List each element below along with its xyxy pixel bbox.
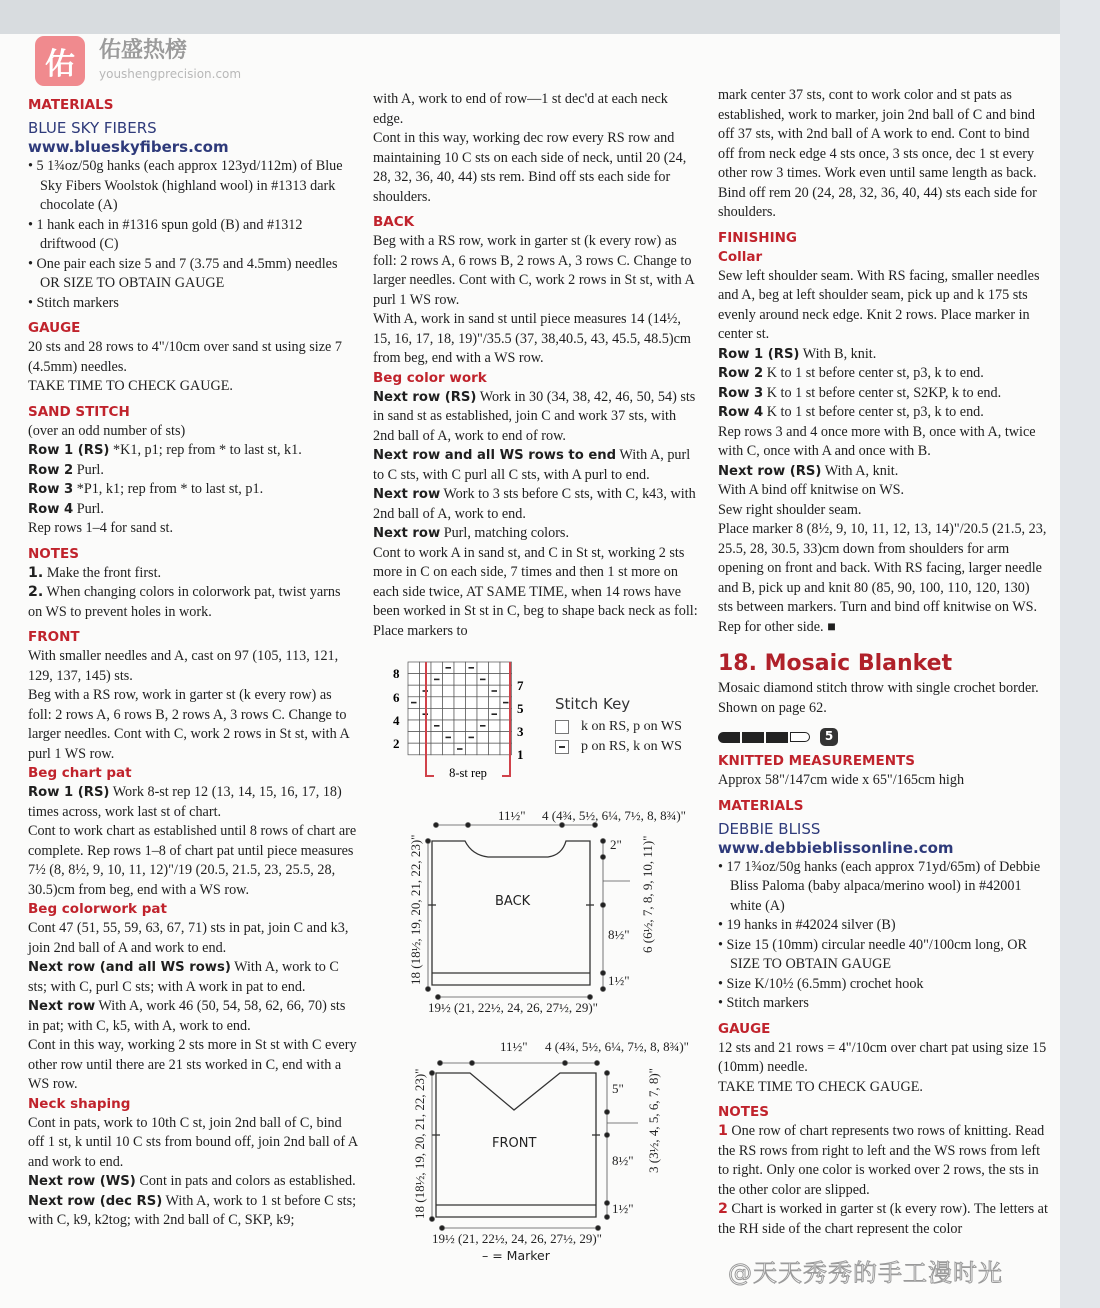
- gauge-text-2: 12 sts and 21 rows = 4"/10cm over chart pat using size 15 (10mm) needle.: [718, 1039, 1047, 1075]
- back-heading: BACK: [373, 214, 415, 230]
- chart-cell: [431, 697, 443, 709]
- chart-cell: [408, 720, 420, 732]
- stitch-key-title: Stitch Key: [555, 695, 631, 713]
- chart-cell: [477, 697, 489, 709]
- skill-segment-filled: [718, 732, 740, 743]
- back-neck-depth: 2": [610, 837, 622, 852]
- collar-row: Row 2 K to 1 st before center st, p3, k to end.: [718, 365, 984, 381]
- front-heading: FRONT: [28, 629, 80, 645]
- chart-cell: [466, 674, 478, 686]
- notes-heading-2: NOTES: [718, 1104, 769, 1120]
- notes-list-2: [718, 1122, 1048, 1239]
- sand-stitch-row: Row 3 *P1, k1; rep from * to last st, p1.: [28, 481, 264, 497]
- note-item: 2. When changing colors in colorwork pat, twist yarns on WS to prevent holes in work.: [28, 584, 341, 620]
- chart-cell: [454, 674, 466, 686]
- gauge-check: TAKE TIME TO CHECK GAUGE.: [28, 378, 233, 394]
- collar-row: Row 1 (RS) With B, knit.: [718, 345, 877, 362]
- back-sand: With A, work in sand st until piece measures 14 (14½, 15, 16, 17, 18, 19)"/35.5 (37, 38,40.5, 43, 45.5, 48.5)cm from beg, end with a WS row.: [373, 311, 691, 366]
- chart-cell: [477, 708, 489, 720]
- cw-row-next: Next row Work to 3 sts before C sts, with C, k43, with 2nd ball of A, work to end.: [373, 486, 696, 522]
- chart-cell: [466, 743, 478, 755]
- neck-dec-continue: Cont in this way, working dec row every RS row and maintaining 10 C sts on each side of neck, until 20 (24, 28, 32, 36, 40, 44) sts rem. Bind off sts each side for shoulders.: [373, 130, 687, 205]
- collar-bind-off: With A bind off knitwise on WS.: [718, 482, 905, 498]
- neck-dec-row: Next row (dec RS) With A, work to 1 st before C sts; with C, k9, k2tog; with 2nd ball of C, SKP, k9;: [28, 1192, 357, 1228]
- materials-item: • 5 1¾oz/50g hanks (each approx 123yd/112m) of Blue Sky Fibers Woolstok (highland wool) in #1313 dark chocolate (A): [28, 157, 358, 216]
- materials-heading: MATERIALS: [28, 97, 114, 113]
- column-3: [718, 86, 1048, 1239]
- neck-shaping-heading: Neck shaping: [28, 1095, 131, 1112]
- neck-continue: with A, work to end of row—1 st dec'd at each neck edge.: [373, 91, 668, 127]
- collar-rows: [718, 345, 1048, 423]
- chart-cell: [489, 697, 501, 709]
- chart-cell: [454, 732, 466, 744]
- back-border: 1½": [608, 973, 630, 988]
- stitch-key: [555, 695, 682, 759]
- chart-cell: [477, 662, 489, 674]
- materials-list-2: [718, 858, 1048, 1014]
- gauge-heading: GAUGE: [28, 320, 81, 336]
- chart-cell: [466, 720, 478, 732]
- chart-cell: [408, 708, 420, 720]
- brand-name-2: DEBBIE BLISS: [718, 819, 821, 838]
- chart-cell: [454, 708, 466, 720]
- colorwork-ws-rows: Next row (and all WS rows) With A, work to C sts; with C, purl C sts; with A work in pat to end.: [28, 959, 339, 995]
- chart-cell: [477, 732, 489, 744]
- chart-cell: [408, 732, 420, 744]
- colorwork-intro: Cont 47 (51, 55, 59, 63, 67, 71) sts in pat, join C and k3, join 2nd ball of A and work to end.: [28, 920, 349, 956]
- yarn-weight-icon: 5: [820, 728, 838, 746]
- front-width: 19½ (21, 22½, 24, 26, 27½, 29)": [432, 1231, 602, 1246]
- back-neck-continue: mark center 37 sts, cont to work color and st pats as established, work to marker, join 2nd ball of C and bind off 37 sts, with 2nd ball of A work to end. Cont to bind off from neck edge 4 sts once, 3 sts once, dec 1 st every other row 3 times. Work even until same length as back. Bind off rem 20 (24, 28, 32, 36, 40, 44) sts each side for shoulders.: [718, 87, 1037, 220]
- watermark-logo-icon: 佑: [35, 36, 85, 86]
- collar-row: Row 4 K to 1 st before center st, p3, k to end.: [718, 404, 984, 420]
- chart-cell: [408, 674, 420, 686]
- brand-name: BLUE SKY FIBERS: [28, 119, 157, 137]
- back-length: 18 (18½, 19, 20, 21, 22, 23)": [408, 834, 423, 985]
- cw-row-rs: Next row (RS) Work in 30 (34, 38, 42, 46, 50, 54) sts in sand st as established, join C and work 37 sts, with 2nd ball of A, work to end of row.: [373, 388, 696, 444]
- collar-row: Row 3 K to 1 st before center st, S2KP, k to end.: [718, 384, 1002, 401]
- chart-row-label-right: 7: [517, 678, 524, 693]
- back-shoulder-width: 4 (4¾, 5½, 6¼, 7½, 8, 8¾)": [542, 808, 686, 823]
- bottom-watermark: @天天秀秀的手工漫时光: [728, 1259, 1003, 1287]
- chart-cell: [454, 662, 466, 674]
- back-armhole: 6 (6½, 7, 8, 9, 10, 11)": [640, 835, 655, 953]
- cw-continue: Cont to work A in sand st, and C in St st, working 2 sts more in C on each side, 7 times and then 1 st more on each side twice, AT SAME TIME, when 14 rows have been worked in St st in C, beg to shape back neck as foll: Place markers to: [373, 544, 698, 639]
- notes-heading: NOTES: [28, 545, 79, 562]
- chart-cell: [443, 697, 455, 709]
- chart-cell: [431, 743, 443, 755]
- sand-stitch-heading: SAND STITCH: [28, 403, 130, 420]
- chart-cell: [443, 720, 455, 732]
- stitch-key-item: k on RS, p on WS: [555, 719, 682, 735]
- materials-item: • 1 hank each in #1316 spun gold (B) and #1312 driftwood (C): [28, 216, 358, 255]
- sew-right-shoulder: Sew right shoulder seam.: [718, 501, 862, 518]
- chart-cell: [408, 662, 420, 674]
- chart-row-label-right: 5: [517, 701, 524, 716]
- finishing-heading: FINISHING: [718, 229, 797, 246]
- note-item: 1 One row of chart represents two rows of knitting. Read the RS rows from right to left and the WS rows from left to right. Only one color is worked over 2 rows, the sts in the other color are slipped.: [718, 1123, 1045, 1198]
- chart-row-label-left: 2: [393, 736, 400, 751]
- materials-item: • Stitch markers: [28, 294, 358, 314]
- front-shoulder-width: 4 (4¾, 5½, 6¼, 7½, 8, 8¾)": [545, 1039, 689, 1054]
- back-outline: [432, 841, 590, 985]
- sand-intro: (over an odd number of sts): [28, 422, 186, 439]
- chart-cell: [454, 697, 466, 709]
- brand-url-2[interactable]: www.debbieblissonline.com: [718, 838, 954, 857]
- chart-cell: [489, 720, 501, 732]
- materials-item: • 19 hanks in #42024 silver (B): [718, 916, 1048, 936]
- watermark-title: 佑盛热榜: [99, 38, 188, 63]
- chart-cell: [454, 720, 466, 732]
- sand-stitch-rows: [28, 441, 358, 519]
- chart-cell: [443, 674, 455, 686]
- chart-cell: [431, 685, 443, 697]
- chart-cell: [431, 708, 443, 720]
- chart-cell: [466, 708, 478, 720]
- sand-stitch-row: Row 1 (RS) *K1, p1; rep from * to last st, k1.: [28, 442, 302, 458]
- chart-row-1: Row 1 (RS) Work 8-st rep 12 (13, 14, 15, 16, 17, 18) times across, work last st of chart.: [28, 784, 342, 820]
- project-description: Mosaic diamond stitch throw with single crochet border. Shown on page 62.: [718, 680, 1039, 716]
- front-neck-width: 11½": [500, 1039, 528, 1054]
- chart-cell: [477, 685, 489, 697]
- materials-item: • 17 1¾oz/50g hanks (each approx 71yd/65m) of Debbie Bliss Paloma (baby alpaca/merino wool) in #42001 white (A): [718, 858, 1048, 917]
- front-garter: Beg with a RS row, work in garter st (k every row) as foll: 2 rows A, 6 rows B, 2 rows A, 3 rows C. Change to larger needles. Cont with C, work 2 rows in St st, with A purl 1 WS row.: [28, 687, 349, 762]
- neck-ws-row: Next row (WS) Cont in pats and colors as established.: [28, 1173, 356, 1189]
- collar-rep: Rep rows 3 and 4 once more with B, once with A, twice with C, once with A and once with B.: [718, 423, 1036, 459]
- materials-item: • Stitch markers: [718, 994, 1048, 1014]
- chart-cell: [443, 708, 455, 720]
- collar-intro: Sew left shoulder seam. With RS facing, smaller needles and A, beg at left shoulder seam, pick up and k 175 sts evenly around neck edge. Knit 2 rows. Place marker in center st.: [718, 267, 1040, 342]
- chart-cell: [466, 685, 478, 697]
- skill-level-indicator: [718, 728, 1048, 746]
- front-side-length: 8½": [612, 1153, 634, 1168]
- chart-cell: [489, 743, 501, 755]
- back-schematic: [400, 805, 700, 1020]
- chart-cell: [408, 743, 420, 755]
- chart-cell: [408, 685, 420, 697]
- beg-color-work-heading: Beg color work: [373, 369, 487, 386]
- front-label: FRONT: [492, 1136, 537, 1151]
- materials-heading-2: MATERIALS: [718, 797, 804, 814]
- back-side-length: 8½": [608, 927, 630, 942]
- front-armhole: 3 (3½, 4, 5, 6, 7, 8)": [646, 1068, 661, 1173]
- marker-legend: – = Marker: [482, 1248, 550, 1263]
- materials-item: • Size 15 (10mm) circular needle 40"/100cm long, OR SIZE TO OBTAIN GAUGE: [718, 936, 1048, 975]
- watermark-url: youshengprecision.com: [99, 67, 242, 81]
- measurements-text: Approx 58"/147cm wide x 65"/165cm high: [718, 772, 965, 788]
- column-1: [28, 96, 358, 1231]
- armhole-finishing: Place marker 8 (8½, 9, 10, 11, 12, 13, 14)"/20.5 (21.5, 23, 25.5, 28, 30.5, 33)cm down from shoulders for arm opening on front and back. With RS facing, larger needle and B, pick up and knit 80 (85, 90, 100, 110, 120, 130) sts between markers. Turn and bind off knitwise on WS. Rep for other side. ■: [718, 521, 1047, 635]
- beg-chart-heading: Beg chart pat: [28, 765, 132, 781]
- note-item: 1. Make the front first.: [28, 564, 162, 581]
- chart-row-label-left: 8: [393, 666, 400, 681]
- sand-stitch-row: Row 2 Purl.: [28, 461, 104, 478]
- materials-item: • One pair each size 5 and 7 (3.75 and 4.5mm) needles OR SIZE TO OBTAIN GAUGE: [28, 255, 358, 294]
- gauge-check-2: TAKE TIME TO CHECK GAUGE.: [718, 1078, 923, 1095]
- note-item: 2 Chart is worked in garter st (k every row). The letters at the RH side of the chart represent the color: [718, 1201, 1048, 1237]
- back-label: BACK: [495, 894, 531, 909]
- front-length: 18 (18½, 19, 20, 21, 22, 23)": [412, 1068, 427, 1219]
- stitch-key-item: p on RS, k on WS: [555, 739, 682, 755]
- chart-continue: Cont to work chart as established until 8 rows of chart are complete. Rep rows 1–8 of chart pat until piece measures 7½ (8, 8½, 9, 10, 11, 12)"/19 (20.5, 21.5, 23, 25.5, 28, 30.5)cm from beg, end with a WS row.: [28, 823, 357, 898]
- scan-right-edge: [1060, 0, 1100, 1308]
- collar-next-row: Next row (RS) With A, knit.: [718, 462, 899, 479]
- sand-stitch-row: Row 4 Purl.: [28, 500, 104, 517]
- sand-rep: Rep rows 1–4 for sand st.: [28, 520, 174, 536]
- chart-cell: [489, 662, 501, 674]
- end-mark-icon: ■: [827, 618, 836, 635]
- skill-segment-filled: [766, 732, 788, 743]
- chart-cell: [431, 732, 443, 744]
- purl-dash-icon: [555, 740, 569, 754]
- repeat-label: 8-st rep: [449, 766, 487, 780]
- gauge-text: 20 sts and 28 rows to 4"/10cm over sand st using size 7 (4.5mm) needles.: [28, 339, 342, 375]
- brand-url[interactable]: www.blueskyfibers.com: [28, 138, 229, 156]
- front-cast-on: With smaller needles and A, cast on 97 (105, 113, 121, 129, 137, 145) sts.: [28, 648, 339, 684]
- materials-item: • Size K/10½ (6.5mm) crochet hook: [718, 975, 1048, 995]
- scan-top-edge: [0, 0, 1100, 34]
- colorwork-next-row: Next row With A, work 46 (50, 54, 58, 62, 66, 70) sts in pat; with C, k5, with A, work to end.: [28, 998, 346, 1034]
- chart-cell: [477, 743, 489, 755]
- chart-cell: [443, 743, 455, 755]
- front-schematic: [400, 1035, 700, 1270]
- chart-row-label-right: 1: [517, 747, 524, 762]
- measurements-heading: KNITTED MEASUREMENTS: [718, 753, 915, 769]
- skill-segment-empty: [790, 732, 810, 742]
- front-border: 1½": [612, 1201, 634, 1216]
- chart-row-label-left: 4: [393, 713, 400, 728]
- back-width: 19½ (21, 22½, 24, 26, 27½, 29)": [428, 1000, 598, 1015]
- cw-row-ws: Next row and all WS rows to end With A, purl to C sts, with C purl all C sts, with A purl to end.: [373, 447, 691, 483]
- chart-cell: [489, 674, 501, 686]
- knit-square-icon: [555, 720, 569, 734]
- project-title: 18. Mosaic Blanket: [718, 651, 953, 676]
- neck-intro: Cont in pats, work to 10th C st, join 2nd ball of C, bind off 1 st, k until 10 C sts from bound off, join 2nd ball of A and work to end.: [28, 1114, 358, 1170]
- cw-row-purl: Next row Purl, matching colors.: [373, 525, 569, 541]
- gauge-heading-2: GAUGE: [718, 1020, 771, 1037]
- chart-cell: [443, 685, 455, 697]
- chart-row-label-right: 3: [517, 724, 524, 739]
- watermark: [35, 36, 241, 86]
- notes-list: [28, 564, 358, 623]
- materials-list: [28, 157, 358, 313]
- front-neck-depth: 5": [612, 1081, 624, 1096]
- colorwork-continue: Cont in this way, working 2 sts more in St st with C every other row until there are 21 sts worked in C, end with a WS row.: [28, 1037, 357, 1092]
- beg-colorwork-heading: Beg colorwork pat: [28, 901, 167, 917]
- chart-cell: [466, 697, 478, 709]
- back-garter: Beg with a RS row, work in garter st (k every row) as foll: 2 rows A, 6 rows B, 2 rows A, 3 rows C. Change to larger needles. Cont with C, work 2 rows in St st, with A purl 1 WS row.: [373, 233, 694, 308]
- back-neck-width: 11½": [498, 808, 526, 823]
- chart-cell: [454, 685, 466, 697]
- column-2: [373, 90, 698, 641]
- chart-cell: [489, 732, 501, 744]
- collar-heading: Collar: [718, 248, 763, 265]
- chart-row-label-left: 6: [393, 690, 400, 705]
- chart-cell: [431, 662, 443, 674]
- skill-segment-filled: [742, 732, 764, 743]
